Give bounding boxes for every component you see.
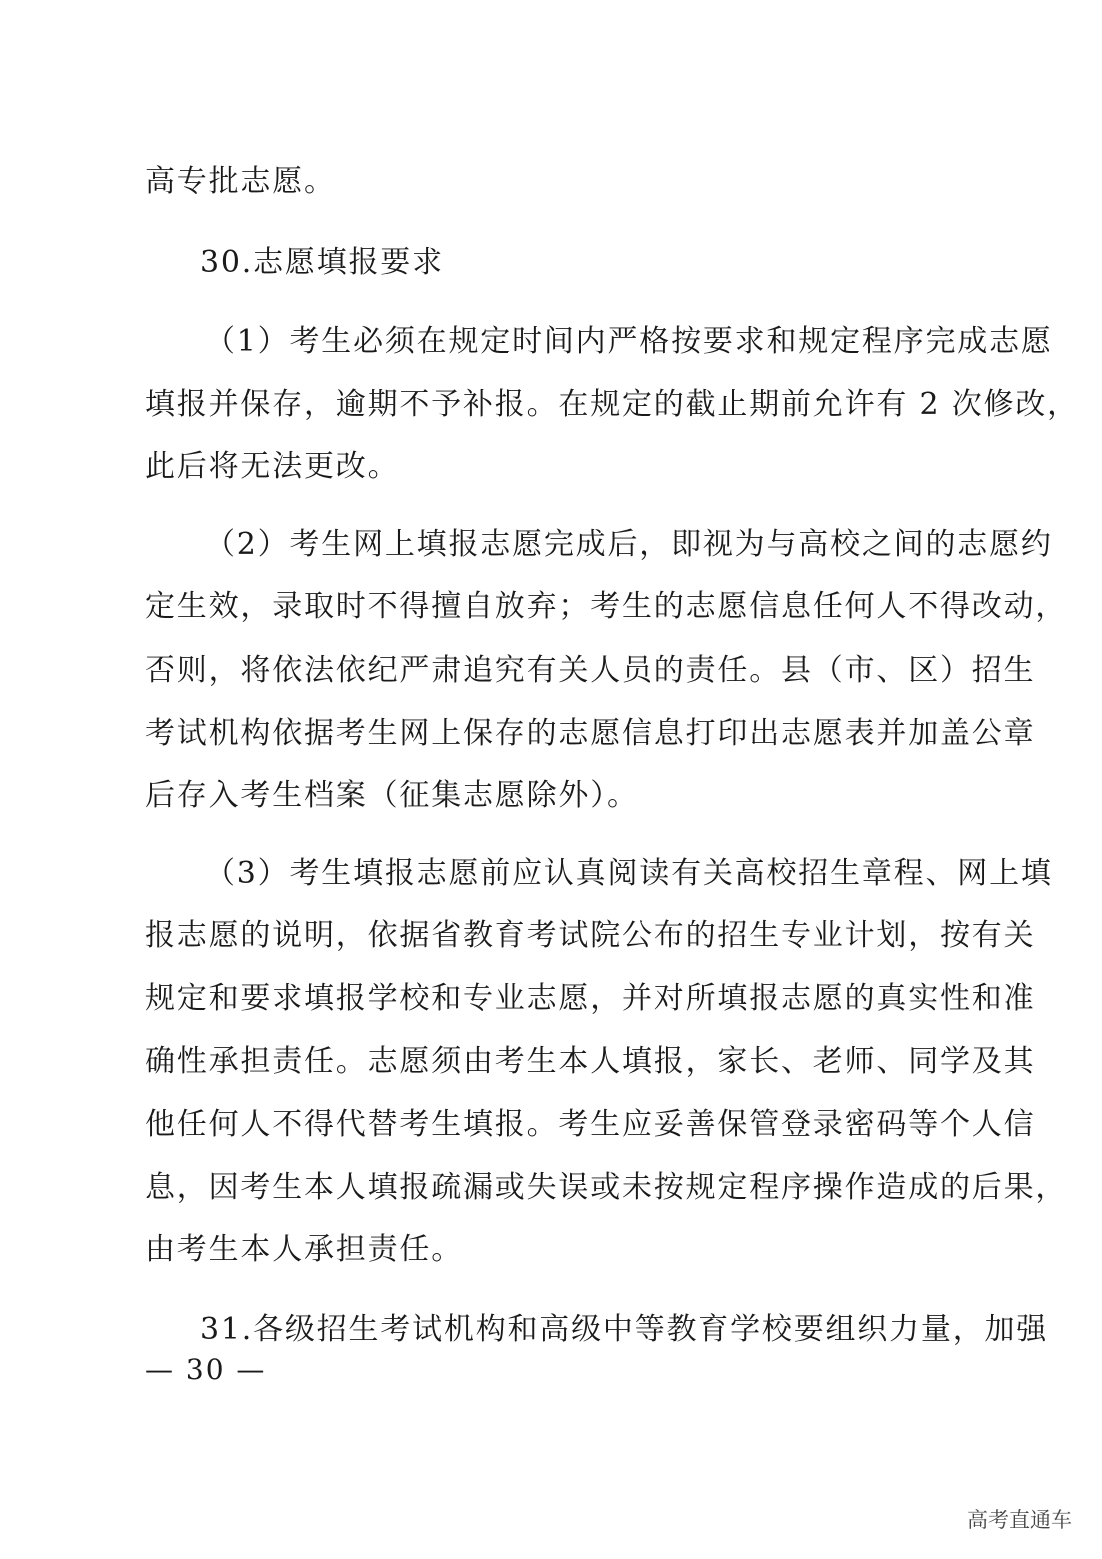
text-line-17: 由考生本人承担责任。 bbox=[145, 1232, 463, 1267]
watermark: 高考直通车 bbox=[967, 1508, 1072, 1532]
text-line-7: 定生效，录取时不得擅自放弃；考生的志愿信息任何人不得改动， bbox=[145, 589, 1068, 624]
page-number: — 30 — bbox=[145, 1353, 267, 1386]
section-heading-30: 30.志愿填报要求 bbox=[200, 245, 444, 280]
text-line-18: 31.各级招生考试机构和高级中等教育学校要组织力量，加强 bbox=[200, 1312, 1049, 1347]
text-line-6: （2）考生网上填报志愿完成后，即视为与高校之间的志愿约 bbox=[205, 527, 1053, 562]
text-line-8: 否则，将依法依纪严肃追究有关人员的责任。县（市、区）招生 bbox=[145, 653, 1036, 688]
text-line-16: 息，因考生本人填报疏漏或失误或未按规定程序操作造成的后果， bbox=[145, 1170, 1068, 1205]
text-line-10: 后存入考生档案（征集志愿除外）。 bbox=[145, 778, 639, 813]
text-line-15: 他任何人不得代替考生填报。考生应妥善保管登录密码等个人信 bbox=[145, 1107, 1036, 1142]
text-line-11: （3）考生填报志愿前应认真阅读有关高校招生章程、网上填 bbox=[205, 856, 1053, 891]
text-line-5: 此后将无法更改。 bbox=[145, 449, 400, 484]
text-line-12: 报志愿的说明，依据省教育考试院公布的招生专业计划，按有关 bbox=[145, 918, 1036, 953]
text-line-9: 考试机构依据考生网上保存的志愿信息打印出志愿表并加盖公章 bbox=[145, 716, 1036, 751]
text-line-14: 确性承担责任。志愿须由考生本人填报，家长、老师、同学及其 bbox=[145, 1044, 1036, 1079]
text-line-13: 规定和要求填报学校和专业志愿，并对所填报志愿的真实性和准 bbox=[145, 981, 1036, 1016]
text-line-3: （1）考生必须在规定时间内严格按要求和规定程序完成志愿 bbox=[205, 324, 1053, 359]
text-line-4: 填报并保存，逾期不予补报。在规定的截止期前允许有 2 次修改， bbox=[145, 387, 1079, 422]
text-line-1: 高专批志愿。 bbox=[145, 164, 336, 199]
